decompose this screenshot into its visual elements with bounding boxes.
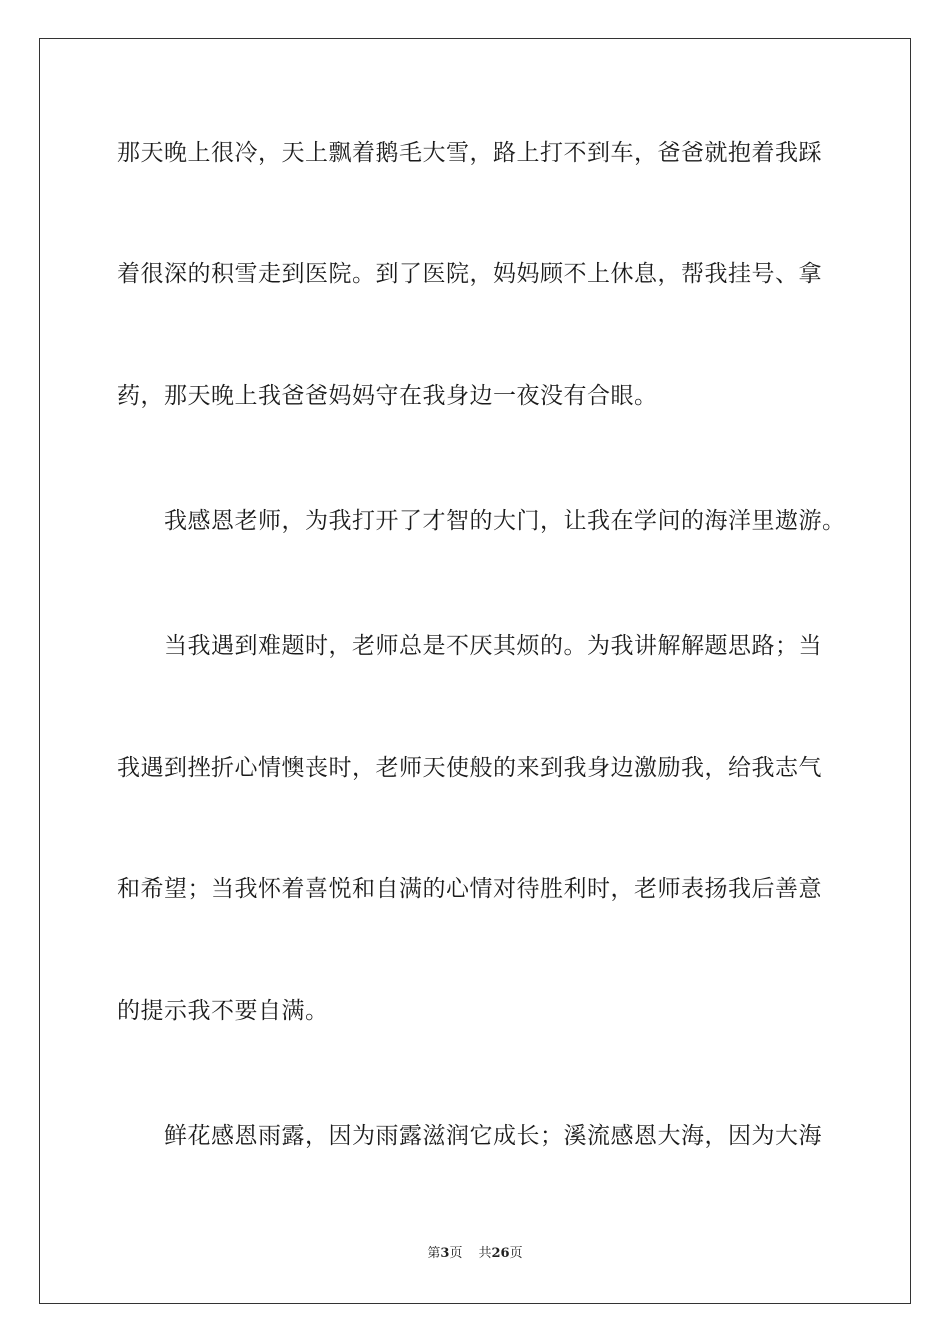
text-line: 我感恩老师，为我打开了才智的大门，让我在学问的海洋里遨游。 — [164, 508, 846, 534]
text-line: 着很深的积雪走到医院。到了医院，妈妈顾不上休息，帮我挂号、拿 — [117, 261, 822, 287]
page-prefix: 第 — [427, 1246, 441, 1261]
page-border — [39, 38, 911, 1304]
page-suffix: 页 — [449, 1246, 463, 1261]
text-line: 当我遇到难题时，老师总是不厌其烦的。为我讲解解题思路；当 — [164, 633, 822, 659]
text-line: 的提示我不要自满。 — [117, 998, 329, 1024]
text-line: 我遇到挫折心情懊丧时，老师天使般的来到我身边激励我，给我志气 — [117, 755, 822, 781]
text-line: 鲜花感恩雨露，因为雨露滋润它成长；溪流感恩大海，因为大海 — [164, 1123, 822, 1149]
total-pages: 26 — [491, 1246, 510, 1261]
total-prefix: 共 — [478, 1246, 492, 1261]
total-suffix: 页 — [509, 1246, 523, 1261]
text-line: 药，那天晚上我爸爸妈妈守在我身边一夜没有合眼。 — [117, 383, 658, 409]
text-line: 那天晚上很冷，天上飘着鹅毛大雪，路上打不到车，爸爸就抱着我踩 — [117, 140, 822, 166]
page-number: 3 — [440, 1246, 450, 1261]
page-footer — [0, 1245, 950, 1263]
text-line: 和希望；当我怀着喜悦和自满的心情对待胜利时，老师表扬我后善意 — [117, 876, 822, 902]
